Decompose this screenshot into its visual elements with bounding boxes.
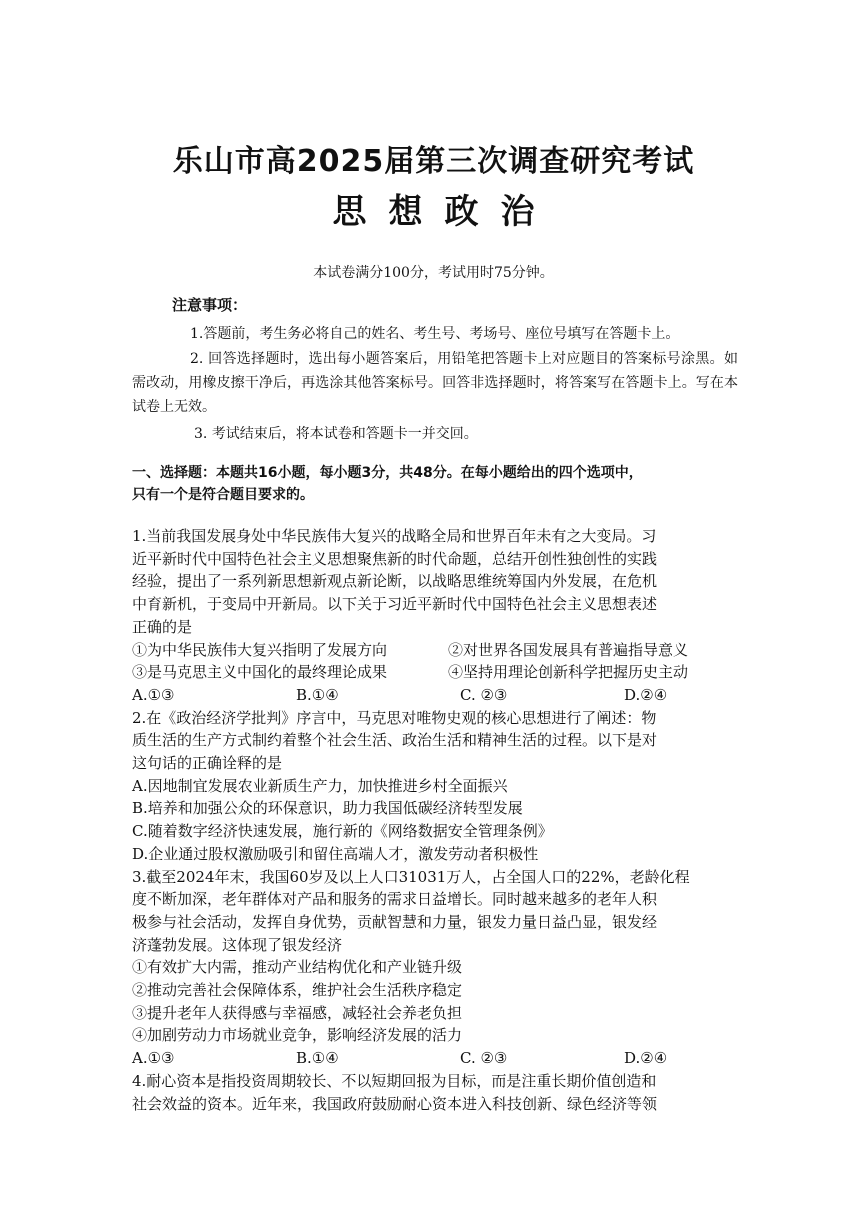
- question-2: [132, 707, 744, 866]
- question-list: [132, 525, 744, 1115]
- option-c: C. ②③: [460, 685, 508, 704]
- question-stem-line: 近平新时代中国特色社会主义思想聚焦新的时代命题，总结开创性独创性的实践: [132, 549, 658, 568]
- option-b: B.①④: [296, 685, 339, 704]
- option-d: D.②④: [624, 1049, 668, 1068]
- notice-item: 3. 考试结束后，将本试卷和答题卡一并交回。: [194, 426, 478, 442]
- statement: ①为中华民族伟大复兴指明了发展方向: [132, 640, 388, 659]
- option-a: A.①③: [132, 1049, 175, 1068]
- question-stem-line: 经验，提出了一系列新思想新观点新论断，以战略思维统筹国内外发展，在危机: [132, 572, 658, 591]
- section-heading-line: 只有一个是符合题目要求的。: [132, 487, 314, 503]
- question-3: [132, 866, 744, 1070]
- question-stem-line: 度不断加深，老年群体对产品和服务的需求日益增长。同时越来越多的老年人积: [132, 890, 658, 909]
- option-d: D.企业通过股权激励吸引和留住高端人才，激发劳动者积极性: [132, 844, 539, 863]
- option-b: B.①④: [296, 1049, 339, 1068]
- question-4: [132, 1070, 744, 1115]
- notice-item: 2. 回答选择题时，选出每小题答案后，用铅笔把答题卡上对应题目的答案标号涂黑。如需改动，用橡皮擦干净后，再选涂其他答案标号。回答非选择题时，将答案写在答题卡上。写在本试卷上无效。: [132, 351, 738, 415]
- question-stem-line: 1.当前我国发展身处中华民族伟大复兴的战略全局和世界百年未有之大变局。习: [132, 527, 657, 545]
- option-b: B.培养和加强公众的环保意识，助力我国低碳经济转型发展: [132, 799, 523, 818]
- question-stem-line: 社会效益的资本。近年来，我国政府鼓励耐心资本进入科技创新、绿色经济等领: [132, 1094, 658, 1113]
- question-stem-line: 4.耐心资本是指投资周期较长、不以短期回报为目标，而是注重长期价值创造和: [132, 1071, 657, 1090]
- option-c: C. ②③: [460, 1049, 508, 1068]
- statement-row: [132, 639, 744, 662]
- notice-heading: 注意事项：: [172, 296, 248, 314]
- notice-list: [132, 322, 738, 446]
- statement: ④加剧劳动力市场就业竞争，影响经济发展的活力: [132, 1026, 463, 1045]
- question-stem-line: 极参与社会活动，发挥自身优势，贡献智慧和力量，银发力量日益凸显，银发经: [132, 912, 658, 931]
- statement: ②推动完善社会保障体系，维护社会生活秩序稳定: [132, 981, 463, 1000]
- section-heading-line: 一、选择题：本题共16小题，每小题3分，共48分。在每小题给出的四个选项中，: [132, 465, 643, 481]
- question-stem-line: 济蓬勃发展。这体现了银发经济: [132, 935, 343, 954]
- statement: ③提升老年人获得感与幸福感，减轻社会养老负担: [132, 1003, 463, 1022]
- statement: ③是马克思主义中国化的最终理论成果: [132, 663, 388, 682]
- subject-title: 思想政治: [332, 192, 557, 232]
- statement-row: [132, 661, 744, 684]
- question-stem-line: 这句话的正确诠释的是: [132, 754, 283, 773]
- question-stem-line: 2.在《政治经济学批判》序言中，马克思对唯物史观的核心思想进行了阐述：物: [132, 708, 657, 727]
- exam-info: 本试卷满分100分，考试用时75分钟。: [313, 265, 554, 281]
- statement: ④坚持用理论创新科学把握历史主动: [448, 663, 689, 682]
- question-1: [132, 525, 744, 707]
- question-stem-line: 3.截至2024年末，我国60岁及以上人口31031万人，占全国人口的22%，老龄化程: [132, 867, 690, 886]
- question-stem-line: 正确的是: [132, 617, 193, 636]
- section-heading: [132, 462, 752, 506]
- option-row: [132, 684, 744, 707]
- statement: ②对世界各国发展具有普遍指导意义: [448, 640, 689, 659]
- option-a: A.因地制宜发展农业新质生产力，加快推进乡村全面振兴: [132, 776, 508, 795]
- option-a: A.①③: [132, 685, 175, 704]
- question-stem-line: 中育新机，于变局中开新局。以下关于习近平新时代中国特色社会主义思想表述: [132, 595, 658, 614]
- notice-item: 1.答题前，考生务必将自己的姓名、考生号、考场号、座位号填写在答题卡上。: [190, 326, 680, 342]
- question-stem-line: 质生活的生产方式制约着整个社会生活、政治生活和精神生活的过程。以下是对: [132, 731, 658, 750]
- exam-title: 乐山市高2025届第三次调查研究考试: [172, 144, 695, 179]
- statement: ①有效扩大内需，推动产业结构优化和产业链升级: [132, 958, 463, 977]
- option-row: [132, 1047, 744, 1070]
- option-d: D.②④: [624, 685, 668, 704]
- option-c: C.随着数字经济快速发展，施行新的《网络数据安全管理条例》: [132, 822, 553, 841]
